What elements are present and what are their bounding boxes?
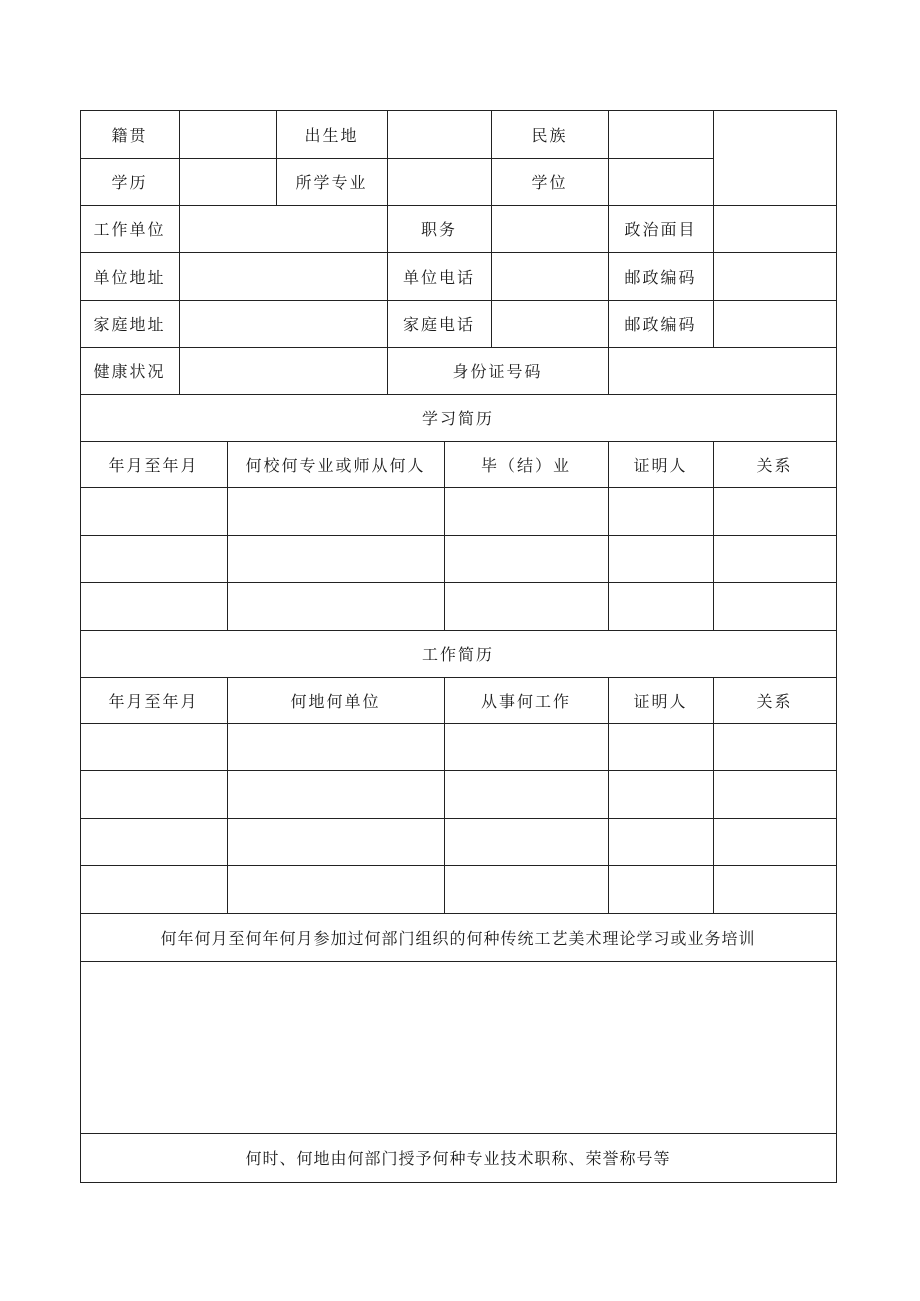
- work-header-relation: 关系: [756, 691, 793, 711]
- study-header-school: 何校何专业或师从何人: [245, 455, 426, 475]
- work-header-period: 年月至年月: [108, 691, 199, 711]
- label-major: 所学专业: [295, 173, 368, 192]
- table-rule: [80, 487, 836, 488]
- work-header-job: 从事何工作: [480, 691, 571, 711]
- work-header-unit: 何地何单位: [290, 691, 381, 711]
- study-header-graduation: 毕（结）业: [480, 455, 571, 475]
- label-position: 职务: [420, 220, 457, 239]
- label-native-place: 籍贯: [111, 125, 148, 145]
- label-health: 健康状况: [93, 362, 166, 381]
- section-title-study-history: 学习简历: [421, 409, 494, 428]
- label-work-unit: 工作单位: [93, 220, 166, 239]
- study-header-period: 年月至年月: [108, 455, 199, 475]
- table-rule: [80, 865, 836, 866]
- section-title-training: 何年何月至何年何月参加过何部门组织的何种传统工艺美术理论学习或业务培训: [160, 928, 756, 948]
- study-header-witness: 证明人: [633, 455, 688, 475]
- section-title-work-history: 工作简历: [421, 645, 494, 664]
- table-rule: [179, 110, 180, 394]
- label-birthplace: 出生地: [304, 125, 359, 145]
- section-title-honors: 何时、何地由何部门授予何种专业技术职称、荣誉称号等: [245, 1149, 671, 1168]
- table-border-bottom: [80, 1182, 836, 1183]
- label-education: 学历: [111, 173, 148, 192]
- label-unit-phone: 单位电话: [402, 267, 475, 287]
- table-rule: [80, 818, 836, 819]
- study-header-relation: 关系: [756, 455, 793, 475]
- label-postal-code-unit: 邮政编码: [624, 267, 697, 287]
- label-political-status: 政治面目: [624, 220, 697, 239]
- label-home-phone: 家庭电话: [402, 315, 475, 334]
- table-rule: [80, 723, 836, 724]
- table-rule: [80, 961, 836, 962]
- table-border-right: [836, 110, 837, 1183]
- table-rule: [80, 535, 836, 536]
- label-degree: 学位: [531, 173, 568, 192]
- table-border-top: [80, 110, 836, 111]
- label-unit-address: 单位地址: [93, 267, 166, 287]
- label-home-address: 家庭地址: [93, 315, 166, 334]
- label-id-number: 身份证号码: [452, 362, 543, 381]
- label-postal-code-home: 邮政编码: [624, 315, 697, 334]
- table-rule: [80, 770, 836, 771]
- table-rule: [80, 582, 836, 583]
- work-header-witness: 证明人: [633, 691, 688, 711]
- table-rule: [713, 110, 714, 347]
- label-ethnicity: 民族: [531, 125, 568, 145]
